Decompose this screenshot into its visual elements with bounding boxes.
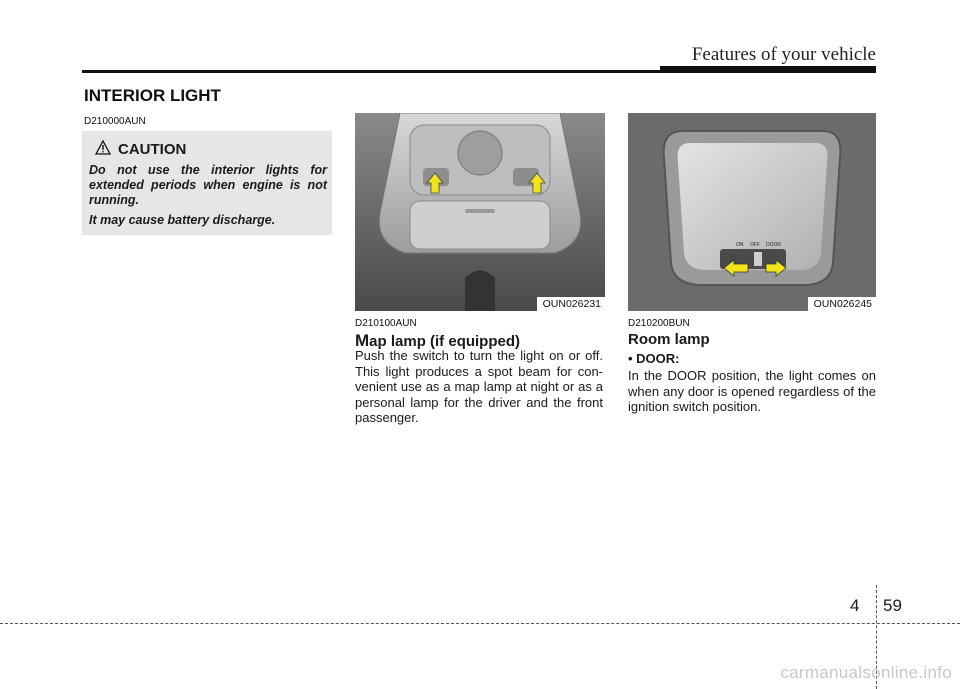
switch-label-off: OFF: [750, 242, 760, 248]
caution-line-2: It may cause battery discharge.: [89, 213, 276, 227]
map-lamp-body: Push the switch to turn the light on or off. This light produces a spot beam for con-venient use as a map lamp at night or as a personal lamp for the driver and the front passenger.: [355, 348, 603, 425]
room-lamp-photo: [628, 113, 876, 311]
chapter-number: 4: [850, 596, 860, 615]
chapter-header-title: Features of your vehicle: [691, 44, 876, 65]
room-lamp-title: Room lamp: [628, 331, 710, 348]
room-lamp-bullet-door: • DOOR:: [628, 351, 680, 366]
map-lamp-photo-label: OUN026231: [537, 297, 605, 311]
map-lamp-title-initial: M: [355, 331, 370, 350]
switch-label-on: ON: [736, 242, 744, 248]
caution-title: CAUTION: [118, 141, 187, 158]
map-lamp-photo: [355, 113, 605, 311]
room-lamp-code: D210200BUN: [628, 318, 690, 329]
warning-triangle-icon: [95, 140, 111, 155]
caution-line-1: Do not use the interior lights for extended periods when engine is not running.: [89, 163, 327, 207]
header-bar: [660, 66, 876, 73]
map-lamp-code: D210100AUN: [355, 318, 417, 329]
page-number: 59: [883, 596, 902, 615]
section-title: INTERIOR LIGHT: [84, 86, 221, 105]
caution-box: [82, 131, 332, 235]
room-lamp-body: In the DOOR position, the light comes on when any door is opened regardless of the ignition switch position.: [628, 368, 876, 414]
watermark: carmanualsonline.info: [780, 663, 952, 682]
caution-text: [89, 163, 327, 233]
footer-rule: [0, 623, 960, 624]
switch-label-door: DOOR: [766, 242, 781, 248]
map-lamp-title-rest: ap lamp (if equipped): [369, 333, 521, 350]
section-code: D210000AUN: [84, 116, 146, 127]
room-lamp-photo-label: OUN026245: [808, 297, 876, 311]
